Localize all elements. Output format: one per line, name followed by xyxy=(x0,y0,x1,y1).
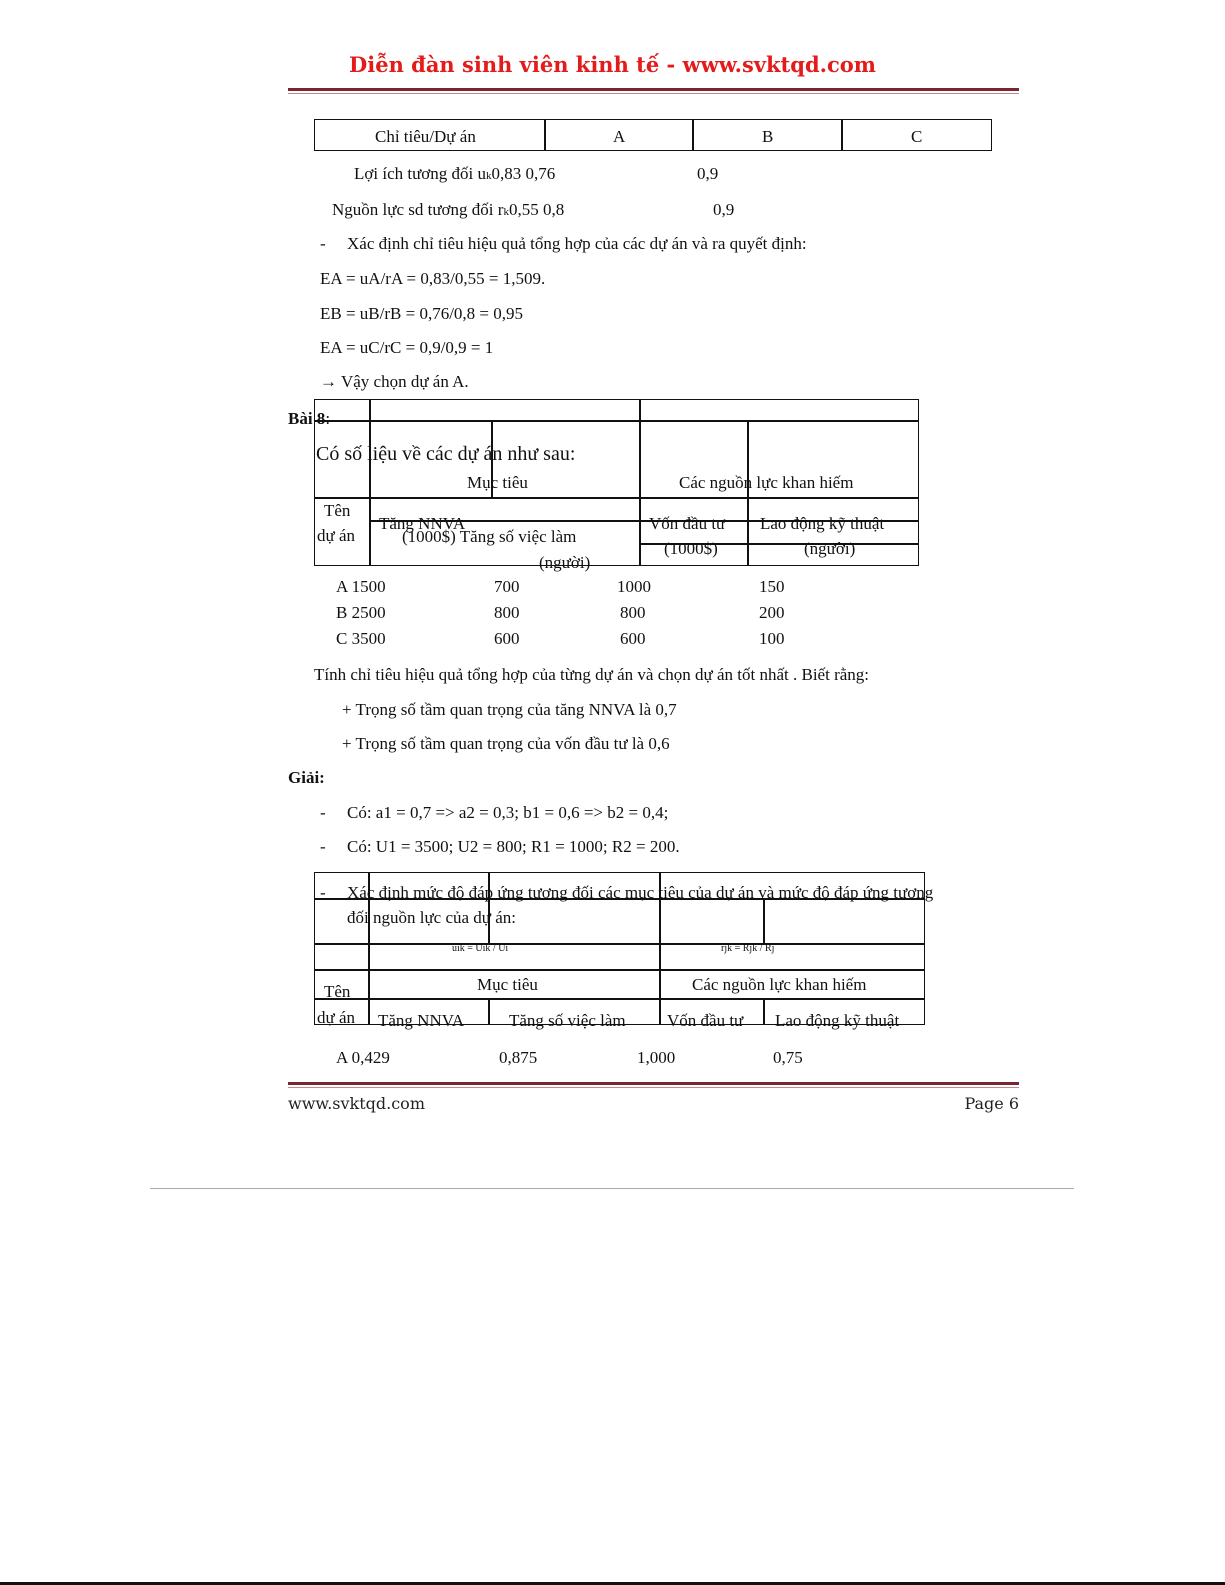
bai8-title: Bài 8: xyxy=(288,409,331,428)
table1-divider xyxy=(692,119,694,151)
giai-du-an: dự án xyxy=(317,1008,356,1027)
bai8-row-b-name: B 2500 xyxy=(336,603,386,622)
table-line xyxy=(314,998,925,1000)
table-line xyxy=(763,898,765,943)
giai-rjk-formula: rjk = Rjk / Rj xyxy=(721,943,775,954)
footer-rule-thin xyxy=(288,1087,1019,1088)
giai-nguon-luc: Các nguồn lực khan hiếm xyxy=(692,975,867,994)
giai-h2: Tăng số việc làm xyxy=(509,1011,626,1030)
bai8-von-dau-tu: Vốn đầu tư xyxy=(649,514,726,533)
page-separator xyxy=(150,1188,1074,1189)
table-line xyxy=(763,998,765,1025)
table-line xyxy=(314,943,925,945)
bai8-intro: Có số liệu về các dự án như sau: xyxy=(316,443,576,465)
giai-ten: Tên xyxy=(324,982,351,1001)
table-line xyxy=(488,998,490,1025)
giai-h1: Tăng NNVA xyxy=(378,1011,465,1030)
row-nguon-luc-c: 0,9 xyxy=(713,200,735,219)
formula-eb: EB = uB/rB = 0,76/0,8 = 0,95 xyxy=(320,304,524,323)
bai8-row-c-v2: 600 xyxy=(620,629,646,648)
header-rule xyxy=(288,88,1019,91)
bullet-text: Xác định chỉ tiêu hiệu quả tổng hợp của các dự án và ra quyết định: xyxy=(347,234,807,253)
table1-divider xyxy=(544,119,546,151)
table1-col-c: C xyxy=(911,127,923,146)
bai8-question: Tính chỉ tiêu hiệu quả tổng hợp của từng dự án và chọn dự án tốt nhất . Biết rằng: xyxy=(314,665,870,684)
formula-ea: EA = uA/rA = 0,83/0,55 = 1,509. xyxy=(320,269,546,288)
table-line xyxy=(314,969,925,971)
bai8-row-b-v3: 200 xyxy=(759,603,785,622)
bai8-weight-1: + Trọng số tầm quan trọng của tăng NNVA là 0,7 xyxy=(342,700,677,719)
bai8-row-a-v3: 150 xyxy=(759,577,785,596)
giai-h4: Lao động kỹ thuật xyxy=(775,1011,900,1030)
giai-row-a-v1: 0,875 xyxy=(499,1048,538,1067)
footer-page: Page 6 xyxy=(964,1094,1019,1113)
bai8-row-b-v2: 800 xyxy=(620,603,646,622)
giai-dash-3: - xyxy=(320,883,326,902)
bai8-ten: Tên xyxy=(324,501,351,520)
header-rule-thin xyxy=(288,93,1019,94)
page-header-title: Diễn đàn sinh viên kinh tế - www.svktqd.com xyxy=(349,52,876,77)
bai8-unit-1000: (1000$) Tăng số việc làm xyxy=(402,527,577,546)
bai8-lao-dong: Lao động kỹ thuật xyxy=(760,514,885,533)
bai8-row-c-v3: 100 xyxy=(759,629,785,648)
bai8-tang-nnva: Tăng NNVA xyxy=(379,514,466,533)
row-loi-ich-c: 0,9 xyxy=(697,164,719,183)
giai-h3: Vốn đầu tư xyxy=(667,1011,744,1030)
formula-ec: EA = uC/rC = 0,9/0,9 = 1 xyxy=(320,338,494,357)
bai8-von-unit: (1000$) xyxy=(664,539,718,558)
table1-col-a: A xyxy=(613,127,626,146)
bai8-row-c-name: C 3500 xyxy=(336,629,386,648)
giai-line-1: Có: a1 = 0,7 => a2 = 0,3; b1 = 0,6 => b2 = 0,4; xyxy=(347,803,669,822)
giai-row-a-name: A 0,429 xyxy=(336,1048,390,1067)
giai-row-a-v3: 0,75 xyxy=(773,1048,803,1067)
bullet-dash: - xyxy=(320,234,326,253)
bai8-nguon-luc: Các nguồn lực khan hiếm xyxy=(679,473,854,492)
row-loi-ich: Lợi ích tương đối uk0,83 0,76 xyxy=(354,164,556,183)
bai8-du-an: dự án xyxy=(317,526,356,545)
bai8-weight-2: + Trọng số tầm quan trọng của vốn đầu tư là 0,6 xyxy=(342,734,670,753)
bai8-row-a-name: A 1500 xyxy=(336,577,386,596)
bai8-muc-tieu: Mục tiêu xyxy=(467,473,528,492)
table-line xyxy=(314,497,919,499)
footer-rule xyxy=(288,1082,1019,1085)
bai8-row-a-v1: 700 xyxy=(494,577,520,596)
bai8-row-c-v1: 600 xyxy=(494,629,520,648)
bai8-nguoi: (người) xyxy=(539,553,591,572)
giai-line-3a: Xác định mức độ đáp ứng tương đối các mục tiêu của dự án và mức độ đáp ứng tương xyxy=(347,883,934,902)
arrow-right-icon: → xyxy=(320,372,337,391)
footer-site: www.svktqd.com xyxy=(288,1094,425,1113)
bai8-row-a-v2: 1000 xyxy=(617,577,651,596)
giai-row-a-v2: 1,000 xyxy=(637,1048,676,1067)
row-nguon-luc: Nguồn lực sd tương đối rk0,55 0,8 xyxy=(332,200,565,219)
giai-line-2: Có: U1 = 3500; U2 = 800; R1 = 1000; R2 = 200. xyxy=(347,837,680,856)
giai-title: Giải: xyxy=(288,768,325,787)
giai-dash-1: - xyxy=(320,803,326,822)
table1-col-label: Chỉ tiêu/Dự án xyxy=(375,127,476,146)
conclusion: → Vậy chọn dự án A. xyxy=(320,372,469,391)
table-line xyxy=(314,420,919,422)
giai-dash-2: - xyxy=(320,837,326,856)
table1-col-b: B xyxy=(762,127,774,146)
giai-uik-formula: uik = Uik / Ui xyxy=(452,943,509,954)
table-line xyxy=(639,399,641,566)
giai-line-3b: đối nguồn lực của dự án: xyxy=(347,908,517,927)
table1-divider xyxy=(841,119,843,151)
giai-muc-tieu: Mục tiêu xyxy=(477,975,538,994)
bai8-lao-unit: (người) xyxy=(804,539,856,558)
table-line xyxy=(369,399,371,566)
bai8-row-b-v1: 800 xyxy=(494,603,520,622)
